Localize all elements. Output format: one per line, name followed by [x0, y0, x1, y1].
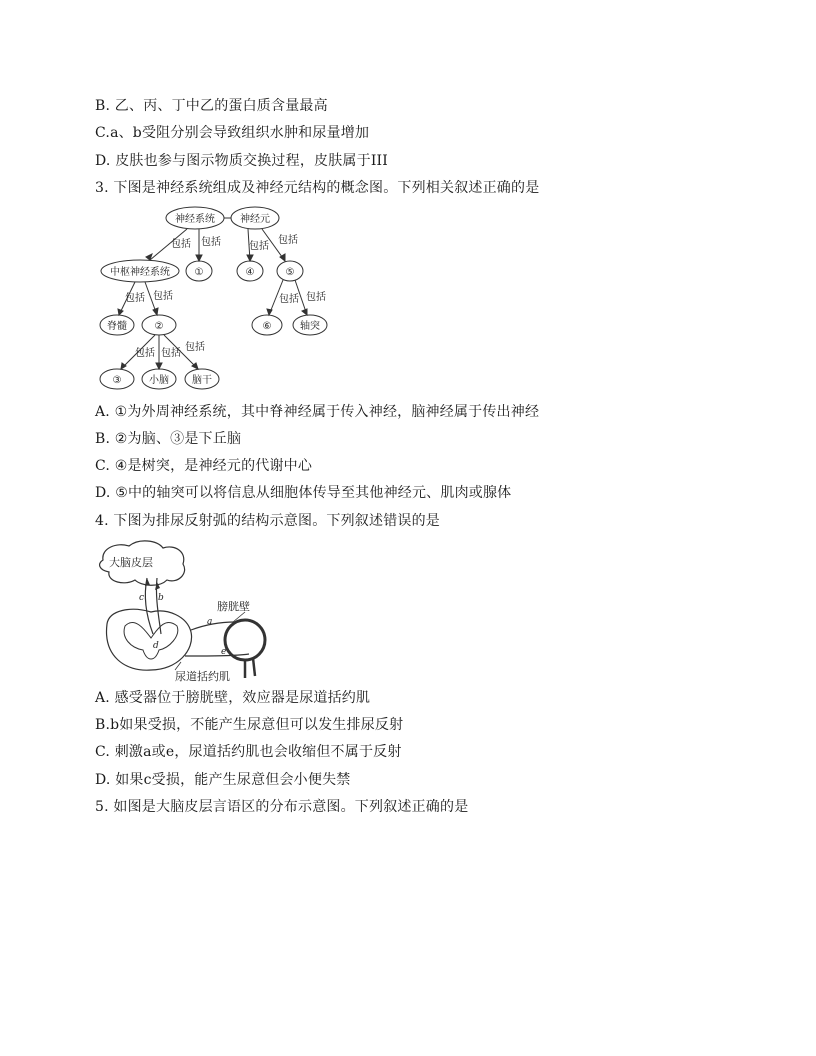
q4-stem: 4. 下图为排尿反射弧的结构示意图。下列叙述错误的是 [95, 513, 441, 529]
node-5: ⑤ [285, 267, 295, 278]
q2-option-d: D. 皮肤也参与图示物质交换过程，皮肤属于III [95, 153, 389, 169]
edge-label: 包括 [135, 348, 155, 359]
node-6: ⑥ [262, 321, 272, 332]
q3-option-d: D. ⑤中的轴突可以将信息从细胞体传导至其他神经元、肌肉或腺体 [95, 485, 512, 501]
label-e: e [221, 647, 227, 657]
q3-option-a: A. ①为外周神经系统，其中脊神经属于传入神经，脑神经属于传出神经 [95, 404, 540, 420]
node-brainstem: 脑干 [192, 375, 212, 386]
label-sphincter: 尿道括约肌 [175, 670, 230, 683]
node-2: ② [154, 321, 164, 332]
node-nervous-system: 神经系统 [175, 214, 215, 225]
node-1: ① [194, 267, 204, 278]
q4-option-c: C. 刺激a或e，尿道括约肌也会收缩但不属于反射 [95, 744, 402, 760]
q4-option-a: A. 感受器位于膀胱壁，效应器是尿道括约肌 [95, 690, 371, 706]
node-4: ④ [245, 267, 255, 278]
node-spinal-cord: 脊髓 [107, 321, 127, 332]
edge-label: 包括 [306, 292, 326, 303]
label-a: a [207, 617, 213, 627]
node-cerebellum: 小脑 [149, 375, 169, 386]
q2-option-c: C.a、b受阻分别会导致组织水肿和尿量增加 [95, 125, 370, 141]
edge-label: 包括 [278, 235, 298, 246]
label-cortex: 大脑皮层 [109, 556, 153, 569]
node-neuron: 神经元 [240, 214, 270, 225]
q5-stem: 5. 如图是大脑皮层言语区的分布示意图。下列叙述正确的是 [95, 799, 469, 815]
micturition-reflex-arc-diagram [95, 538, 285, 684]
q3-stem: 3. 下图是神经系统组成及神经元结构的概念图。下列相关叙述正确的是 [95, 180, 540, 196]
label-d: d [153, 641, 159, 651]
nervous-system-concept-map [95, 203, 545, 395]
q4-option-d: D. 如果c受损，能产生尿意但会小便失禁 [95, 772, 351, 788]
edge-label: 包括 [125, 293, 145, 304]
node-cns: 中枢神经系统 [110, 267, 170, 278]
node-3: ③ [112, 375, 122, 386]
q3-option-b: B. ②为脑、③是下丘脑 [95, 431, 242, 447]
q2-option-b: B. 乙、丙、丁中乙的蛋白质含量最高 [95, 98, 328, 114]
q3-option-c: C. ④是树突，是神经元的代谢中心 [95, 458, 313, 474]
edge-label: 包括 [279, 294, 299, 305]
label-c: c [139, 593, 145, 603]
edge-label: 包括 [161, 348, 181, 359]
edge-label: 包括 [201, 237, 221, 248]
edge-label: 包括 [171, 239, 191, 250]
node-axon: 轴突 [300, 321, 320, 332]
label-bladder-wall: 膀胱壁 [217, 600, 250, 613]
edge-label: 包括 [185, 342, 205, 353]
q4-option-b: B.b如果受损，不能产生尿意但可以发生排尿反射 [95, 717, 404, 733]
label-b: b [158, 593, 164, 603]
edge-label: 包括 [153, 291, 173, 302]
edge-label: 包括 [249, 241, 269, 252]
